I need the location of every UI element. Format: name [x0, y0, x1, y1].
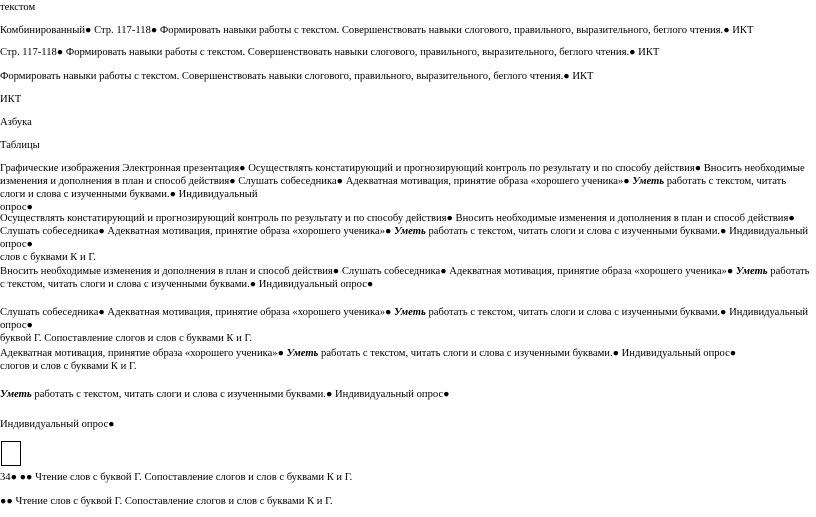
- text-paragraph: [0, 162, 812, 214]
- text-run: Вносить необходимые изменения и дополнения в план и способ действия● Слушать собеседника● Адекватная мотивация, принятие образа «хорошего ученика»●: [0, 266, 736, 277]
- text-line: Стр. 117-118● Формировать навыки работы с текстом. Совершенствовать навыки слогового, правильного, выразительного, беглого чтения.● ИКТ: [0, 47, 660, 58]
- text-run-bold-italic: Уметь: [0, 389, 32, 400]
- text-line: 34● ●● Чтение слов с буквой Г. Сопоставление слогов и слов с буквами К и Г.: [0, 472, 353, 483]
- text-paragraph: [0, 306, 812, 345]
- text-paragraph: [0, 347, 812, 373]
- text-line: ИКТ: [0, 94, 22, 105]
- text-run: работать с текстом, читать слоги и слова с изученными буквами.● Индивидуальный: [0, 176, 787, 200]
- text-run: Адекватная мотивация, принятие образа «хорошего ученика»●: [0, 348, 287, 359]
- text-run: Графические изображения Электронная презентация● Осуществлять констатирующий и прогнозирующий контроль по результату и по способу действия● Вносить необходимые изменения и дополнения в план и способ действия● Слушать собеседника● Адекватная мотивация, принятие образа «хорошего ученика»●: [0, 163, 805, 187]
- text-run: слогов и слов с буквами К и Г.: [0, 361, 137, 372]
- text-paragraph: [0, 388, 812, 401]
- text-line: текстом: [0, 2, 36, 13]
- text-paragraph: [0, 212, 812, 264]
- text-line: Азбука: [0, 117, 32, 128]
- text-run: опрос●: [0, 202, 33, 213]
- text-run: работать с текстом, читать слоги и слова с изученными буквами.● Индивидуальный опрос●: [0, 307, 809, 331]
- text-run-bold-italic: Уметь: [394, 307, 426, 318]
- text-line: Формировать навыки работы с текстом. Совершенствовать навыки слогового, правильного, выразительного, беглого чтения.● ИКТ: [0, 71, 594, 82]
- text-run: работать с текстом, читать слоги и слова с изученными буквами.● Индивидуальный опрос●: [31, 389, 450, 400]
- text-run: Осуществлять констатирующий и прогнозирующий контроль по результату и по способу действия● Вносить необходимые изменения и дополнения в план и способ действия● Слушать собеседника● Адекватная мотивация, принятие образа «хорошего ученика»●: [0, 213, 795, 237]
- text-run: Слушать собеседника● Адекватная мотивация, принятие образа «хорошего ученика»●: [0, 307, 395, 318]
- text-run: буквой Г. Сопоставление слогов и слов с буквами К и Г.: [0, 333, 253, 344]
- text-run-bold-italic: Уметь: [632, 176, 665, 187]
- text-run-bold-italic: Уметь: [735, 266, 768, 277]
- text-run: работать с текстом, читать слоги и слова с изученными буквами.● Индивидуальный опрос●: [318, 348, 737, 359]
- text-line: Таблицы: [0, 140, 40, 151]
- text-run-bold-italic: Уметь: [394, 226, 426, 237]
- empty-frame: [1, 441, 21, 466]
- text-line: Индивидуальный опрос●: [0, 419, 115, 430]
- text-line: ●● Чтение слов с буквой Г. Сопоставление слогов и слов с буквами К и Г.: [0, 496, 333, 507]
- text-line: Комбинированный● Стр. 117-118● Формировать навыки работы с текстом. Совершенствовать навыки слогового, правильного, выразительного, беглого чтения.● ИКТ: [0, 25, 754, 36]
- text-run-bold-italic: Уметь: [286, 348, 319, 359]
- text-paragraph: [0, 265, 812, 291]
- text-run: работать с текстом, читать слоги и слова с изученными буквами.● Индивидуальный опрос●: [0, 226, 809, 250]
- text-run: слов с буквами К и Г.: [0, 252, 96, 263]
- text-run: работать с текстом, читать слоги и слова с изученными буквами.● Индивидуальный опрос●: [0, 266, 810, 290]
